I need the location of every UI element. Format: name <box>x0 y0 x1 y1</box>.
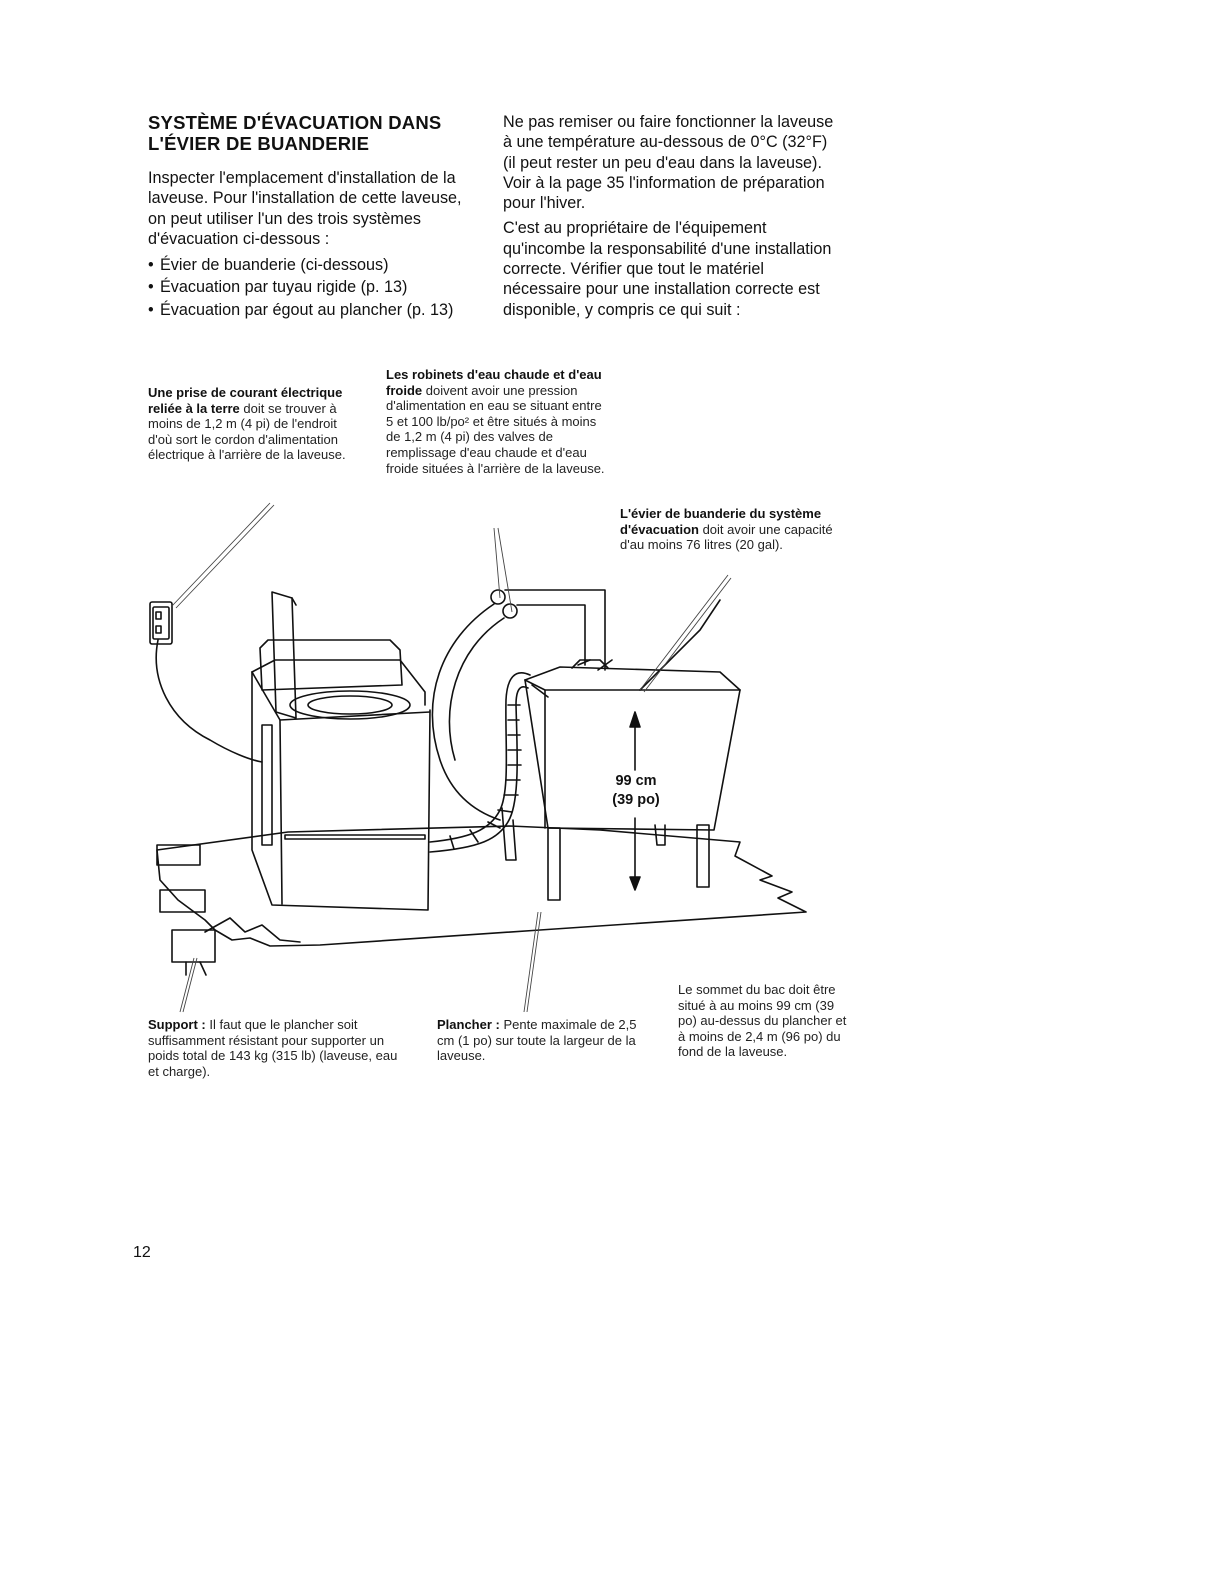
owner-paragraph: C'est au propriétaire de l'équipement qu'incombe la responsabilité d'une installation correcte. Vérifier que tout le matériel nécessaire pour une installation correcte est disponible, y compris ce qui suit : <box>503 219 832 319</box>
outlet-callout-title: Une prise de courant électrique reliée à la terre <box>148 385 343 416</box>
list-item: • Évacuation par tuyau rigide (p. 13) <box>148 277 483 297</box>
faucets-leader-line <box>494 528 512 612</box>
washer <box>252 592 430 910</box>
faucets-callout-title: Les robinets d'eau chaude et d'eau froide <box>386 367 602 398</box>
floor-leader-line <box>524 912 541 1012</box>
faucets <box>432 590 612 820</box>
list-item: • Évacuation par égout au plancher (p. 13) <box>148 300 460 320</box>
support-leader-line <box>180 958 197 1012</box>
joist <box>160 890 205 912</box>
sink-leader-line <box>640 575 731 692</box>
floor-callout-title: Plancher : <box>437 1017 500 1032</box>
laundry-sink <box>502 600 740 900</box>
page-number: 12 <box>133 1244 151 1261</box>
winter-paragraph: Ne pas remiser ou faire fonctionner la laveuse à une température au-dessous de 0°C (32°F) (il peut rester un peu d'eau dans la laveuse). Voir à la page 35 l'information de préparation pour l'hiver. <box>503 113 834 213</box>
floor-callout-text: Pente maximale de 2,5 cm (1 po) sur toute la largeur de la laveuse. <box>437 1017 637 1064</box>
outlet-callout-text: doit se trouver à moins de 1,2 m (4 pi) de l'endroit d'où sort le cordon d'alimentation électrique à l'arrière de la laveuse. <box>148 400 346 463</box>
section-heading-line-2: L'ÉVIER DE BUANDERIE <box>148 133 370 154</box>
power-cord <box>156 640 262 762</box>
drain-hose <box>430 673 530 842</box>
sink-callout-text: doit avoir une capacité d'au moins 76 litres (20 gal). <box>620 521 833 553</box>
list-item: • Évier de buanderie (ci-dessous) <box>148 255 483 275</box>
joist <box>172 930 215 962</box>
sink-callout-title: L'évier de buanderie du système d'évacuation <box>620 506 822 537</box>
support-callout-text: Il faut que le plancher soit suffisamment résistant pour supporter un poids total de 143 kg (315 lb) (laveuse, eau et charge). <box>148 1017 398 1079</box>
sink-height-callout: Le sommet du bac doit être situé à au moins 99 cm (39 po) au-dessus du plancher et à moins de 2,4 m (96 po) du fond de la laveuse. <box>678 982 847 1060</box>
intro-paragraph: Inspecter l'emplacement d'installation de la laveuse. Pour l'installation de cette laveuse, on peut utiliser l'un des trois systèmes d'évacuation ci-dessous : <box>148 169 462 248</box>
sink-height-dimension-label <box>604 772 668 810</box>
joist <box>157 845 200 865</box>
section-heading-line-1: SYSTÈME D'ÉVACUATION DANS <box>148 112 442 133</box>
faucets-callout-text: doivent avoir une pression d'alimentation en eau se situant entre 5 et 100 lb/po² et être situés à moins de 1,2 m (4 pi) des valves de remplissage d'eau chaude et d'eau froide situées à l'arrière de la laveuse. <box>386 382 605 476</box>
dimension-metric: 99 cm <box>615 773 657 789</box>
outlet-leader-line <box>172 503 274 608</box>
dimension-imperial: (39 po) <box>612 792 660 808</box>
support-callout-title: Support : <box>148 1017 206 1032</box>
